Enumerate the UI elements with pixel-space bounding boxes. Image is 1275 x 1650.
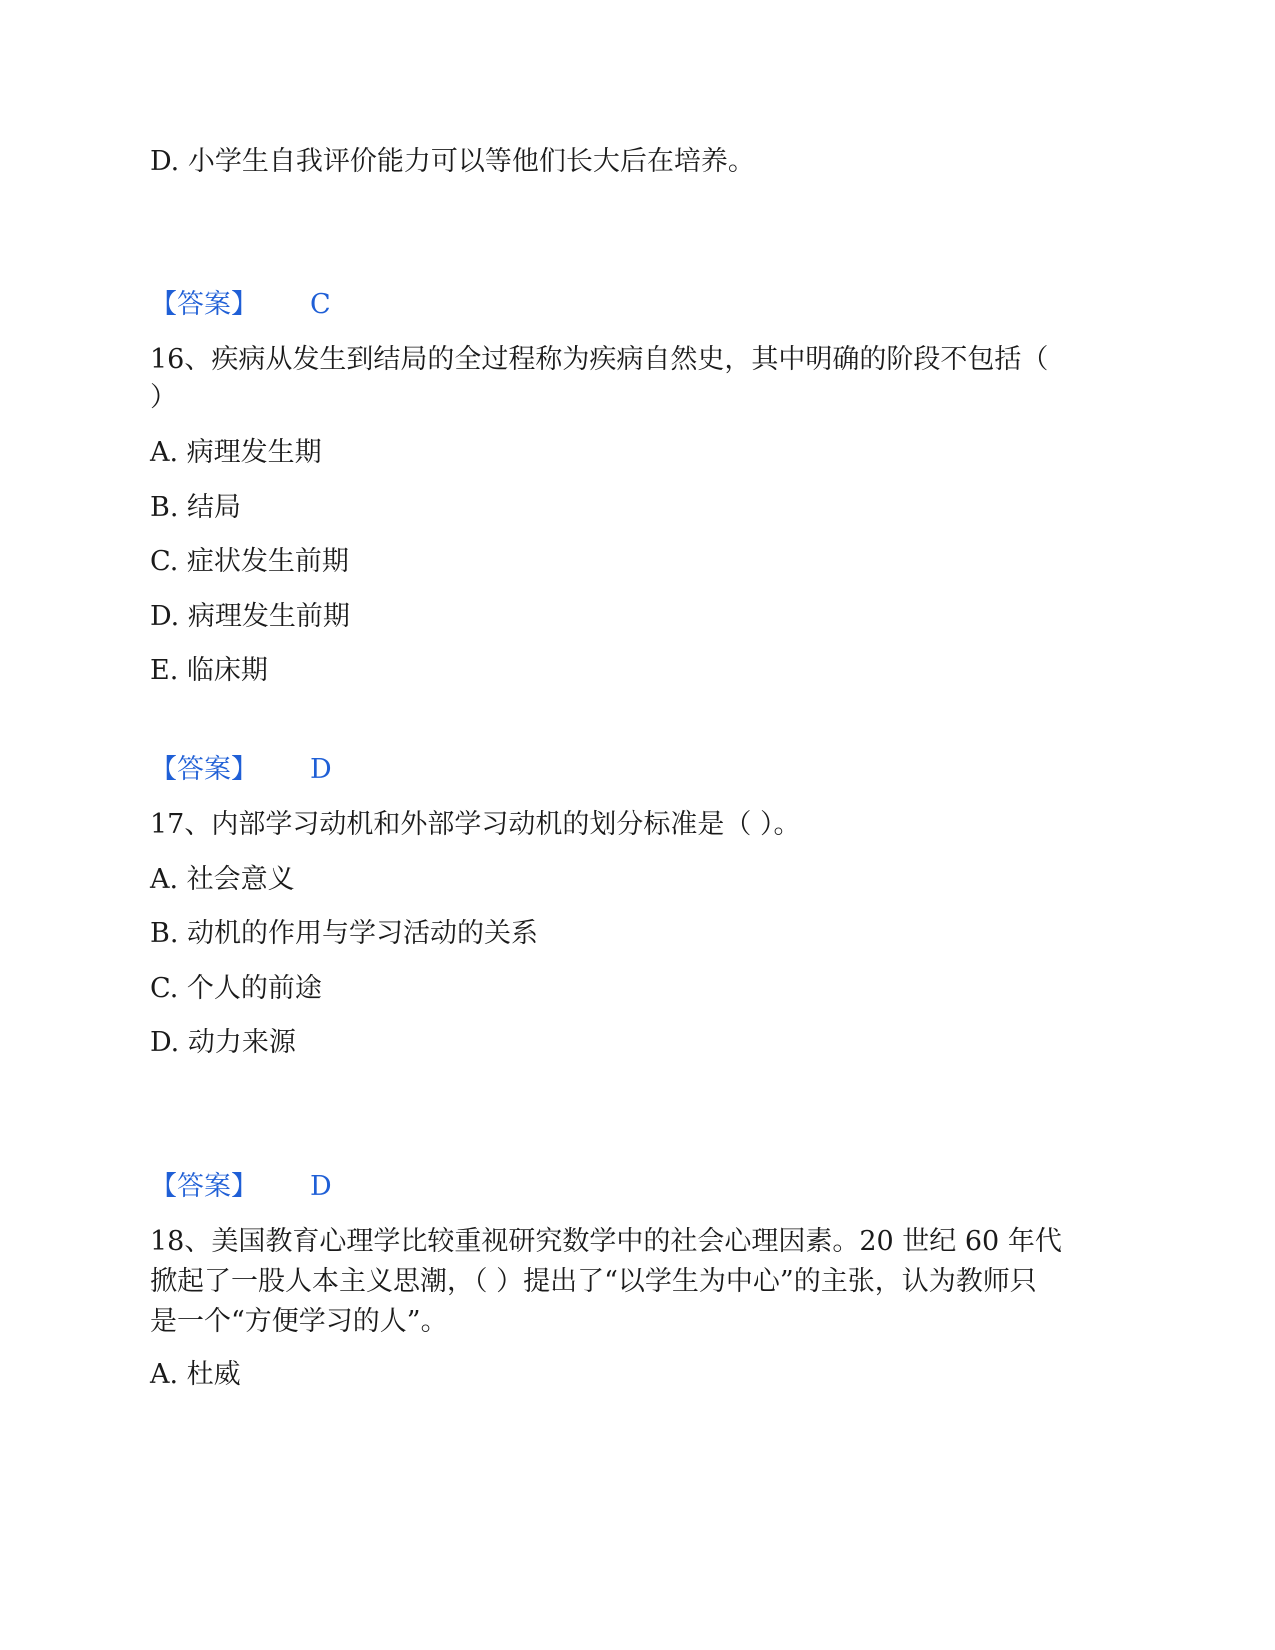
answer-value: D	[310, 1171, 332, 1202]
q16-stem-line2: ）	[150, 382, 177, 413]
q16-stem-line1: 16、疾病从发生到结局的全过程称为疾病自然史，其中明确的阶段不包括（	[150, 344, 1049, 375]
q18-stem-line2: 掀起了一股人本主义思潮，（ ）提出了“以学生为中心”的主张，认为教师只	[150, 1266, 1037, 1297]
q15-answer	[150, 285, 331, 325]
q16-option-e: E. 临床期	[150, 655, 268, 686]
answer-value: D	[310, 754, 332, 785]
q17-option-a: A. 社会意义	[150, 864, 295, 895]
q16-option-b: B. 结局	[150, 492, 242, 523]
q16-option-d: D. 病理发生前期	[150, 601, 350, 632]
q17-option-d: D. 动力来源	[150, 1027, 296, 1058]
q18-stem-line1: 18、美国教育心理学比较重视研究数学中的社会心理因素。20 世纪 60 年代	[150, 1226, 1062, 1257]
answer-label: 【答案】	[150, 289, 258, 320]
q16-option-c: C. 症状发生前期	[150, 546, 349, 577]
answer-value: C	[310, 289, 331, 320]
q17-answer	[150, 1167, 332, 1207]
q16-option-a: A. 病理发生期	[150, 437, 322, 468]
q15-option-d: D. 小学生自我评价能力可以等他们长大后在培养。	[150, 146, 755, 177]
q18-stem-line3: 是一个“方便学习的人”。	[150, 1306, 448, 1337]
answer-label: 【答案】	[150, 1171, 258, 1202]
answer-label: 【答案】	[150, 754, 258, 785]
q16-answer	[150, 750, 332, 790]
q17-option-c: C. 个人的前途	[150, 973, 322, 1004]
q18-option-a: A. 杜威	[150, 1359, 241, 1390]
q17-option-b: B. 动机的作用与学习活动的关系	[150, 918, 539, 949]
q17-stem: 17、内部学习动机和外部学习动机的划分标准是（ ）。	[150, 809, 801, 840]
